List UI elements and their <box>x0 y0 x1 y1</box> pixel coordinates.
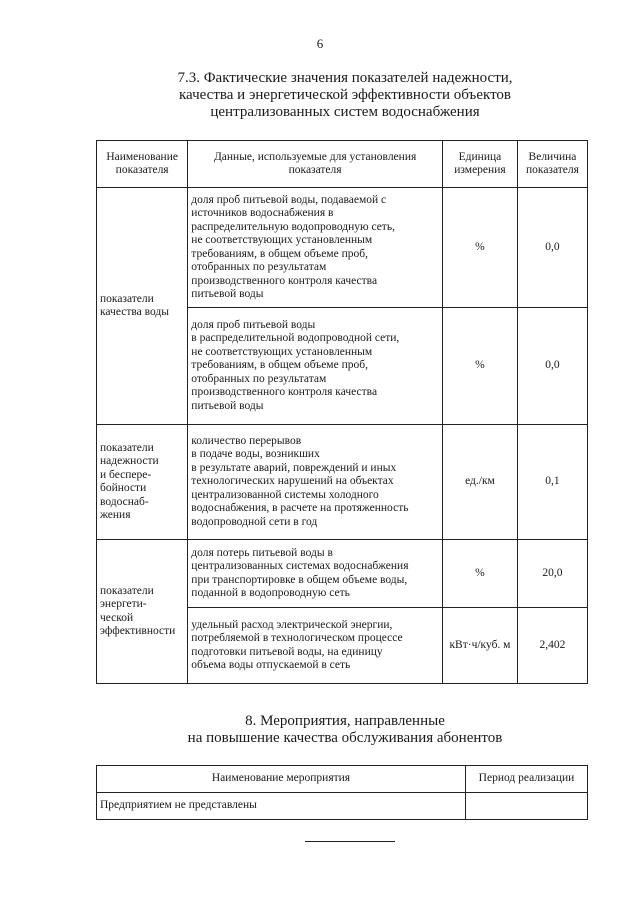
row-data-text: доля проб питьевой воды, подаваемой с источников водоснабжения в распределительную водопроводную сеть, не соответствующих установленным требованиям, в общем объеме проб, отобранных по результатам производственного контроля качества питьевой воды <box>188 188 443 308</box>
header-period: Период реализации <box>466 766 588 793</box>
title-line: на повышение качества обслуживания абонентов <box>187 730 503 746</box>
row-value: 0,0 <box>517 188 587 308</box>
title-line: качества и энергетической эффективности объектов <box>178 87 512 103</box>
footer-rule <box>305 841 395 842</box>
title-line: 7.3. Фактические значения показателей надежности, <box>177 70 513 86</box>
measure-name: Предприятием не представлены <box>97 793 466 820</box>
table-header-row <box>97 141 588 188</box>
row-unit: % <box>442 188 517 308</box>
measure-period <box>466 793 588 820</box>
row-value: 0,0 <box>517 308 587 425</box>
header-indicator-name: Наименование показателя <box>97 141 188 188</box>
header-data-used: Данные, используемые для установления показателя <box>188 141 443 188</box>
page-number: 6 <box>316 36 324 51</box>
row-data-text: доля потерь питьевой воды в централизованных системах водоснабжения при транспортировке в общем объеме воды, поданной в водопроводную сеть <box>188 540 443 608</box>
row-value: 2,402 <box>517 608 587 684</box>
table-row <box>97 540 588 608</box>
group-name-energy: показатели энергети- ческой эффективности <box>97 540 188 684</box>
row-data-text: удельный расход электрической энергии, потребляемой в технологическом процессе подготовки питьевой воды, на единицу объема воды отпускаемой в сеть <box>188 608 443 684</box>
section-8-title <box>150 713 540 747</box>
row-unit: ед./км <box>442 425 517 540</box>
table-row <box>97 425 588 540</box>
row-data-text: количество перерывов в подаче воды, возникших в результате аварий, повреждений и иных технологических нарушений на объектах централизованной системы холодного водоснабжения, в расчете на протяженность водопроводной сети в год <box>188 425 443 540</box>
table-row <box>97 793 588 820</box>
table-header-row <box>97 766 588 793</box>
header-unit: Единица измерения <box>442 141 517 188</box>
table-row <box>97 188 588 308</box>
title-line: 8. Мероприятия, направленные <box>245 713 445 729</box>
header-value: Величина показателя <box>517 141 587 188</box>
group-name-quality: показатели качества воды <box>97 188 188 425</box>
row-value: 0,1 <box>517 425 587 540</box>
row-unit: % <box>442 540 517 608</box>
title-line: централизованных систем водоснабжения <box>210 104 480 120</box>
section-7-3-title <box>150 70 540 121</box>
row-value: 20,0 <box>517 540 587 608</box>
row-data-text: доля проб питьевой воды в распределительной водопроводной сети, не соответствующих установленным требованиям, в общем объеме проб, отобранных по результатам производственного контроля качества питьевой воды <box>188 308 443 425</box>
header-measure-name: Наименование мероприятия <box>97 766 466 793</box>
measures-table <box>96 765 588 820</box>
group-name-reliability: показатели надежности и беспере- бойности водоснаб- жения <box>97 425 188 540</box>
row-unit: кВт·ч/куб. м <box>442 608 517 684</box>
row-unit: % <box>442 308 517 425</box>
indicators-table <box>96 140 588 684</box>
